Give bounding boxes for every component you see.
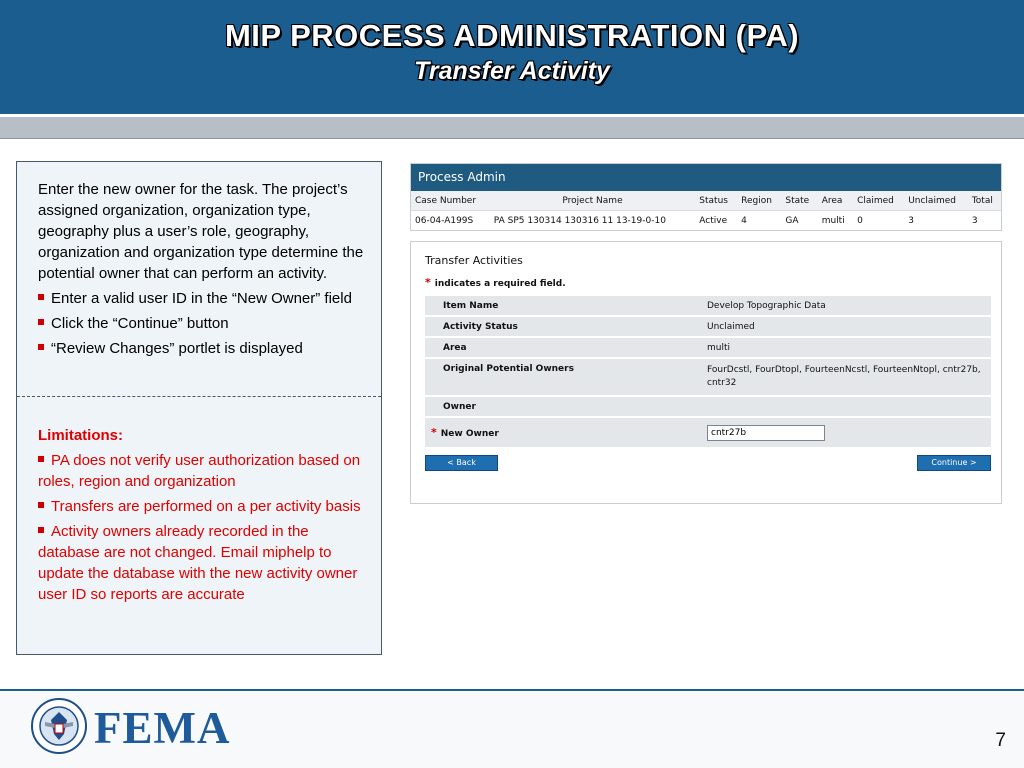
step-item: “Review Changes” portlet is displayed (38, 338, 368, 359)
cell-case-number: 06-04-A199S (411, 211, 490, 232)
cell-state: GA (781, 211, 817, 232)
form-row-new-owner (425, 418, 991, 447)
app-screenshot (410, 163, 1002, 504)
instructions-panel (16, 161, 382, 655)
transfer-form (425, 294, 991, 449)
bullet-icon (38, 294, 44, 300)
col-claimed: Claimed (853, 191, 904, 211)
owner-label: Owner (425, 397, 701, 416)
cell-total: 3 (968, 211, 1001, 232)
activity-status-value: Unclaimed (701, 317, 991, 336)
slide-subtitle: Transfer Activity (414, 57, 610, 85)
limitation-item: Transfers are performed on a per activity basis (38, 496, 373, 517)
col-project-name: Project Name (490, 191, 696, 211)
form-row-activity-status (425, 317, 991, 336)
steps-list (38, 288, 368, 359)
step-item: Enter a valid user ID in the “New Owner” field (38, 288, 368, 309)
cell-project-name: PA SP5 130314 130316 11 13-19-0-10 (490, 211, 696, 232)
process-admin-portlet (410, 163, 1002, 231)
instructions-intro: Enter the new owner for the task. The project’s assigned organization, organization type, geography plus a user’s role, geography, organization and organization type determine the potential owner that can perform an activity. (38, 181, 364, 282)
new-owner-label: New Owner (440, 429, 499, 439)
limitations-heading: Limitations: (38, 427, 123, 444)
dashed-divider (17, 396, 381, 397)
instructions-text (38, 179, 368, 359)
limitations-list (38, 450, 373, 605)
col-unclaimed: Unclaimed (904, 191, 968, 211)
new-owner-label-cell (425, 418, 701, 447)
table-row[interactable] (411, 211, 1001, 232)
required-star: * (425, 276, 431, 289)
cell-unclaimed: 3 (904, 211, 968, 232)
required-note: * indicates a required field. (425, 276, 566, 289)
continue-button[interactable]: Continue > (917, 455, 991, 471)
area-value: multi (701, 338, 991, 357)
potential-owners-label: Original Potential Owners (425, 359, 701, 395)
cell-area: multi (818, 211, 853, 232)
bullet-icon (38, 344, 44, 350)
activity-status-label: Activity Status (425, 317, 701, 336)
cell-status: Active (695, 211, 737, 232)
limitation-item: PA does not verify user authorization based on roles, region and organization (38, 452, 361, 490)
limitation-item: Activity owners already recorded in the database are not changed. Email miphelp to update the database with the new activity owner user ID so reports are accurate (38, 523, 358, 603)
dhs-seal-icon (31, 698, 87, 754)
col-area: Area (818, 191, 853, 211)
col-total: Total (968, 191, 1001, 211)
transfer-activities-portlet (410, 241, 1002, 504)
cell-claimed: 0 (853, 211, 904, 232)
col-case-number: Case Number (411, 191, 490, 211)
new-owner-input[interactable] (707, 425, 825, 441)
slide-header (0, 0, 1024, 114)
form-row-potential-owners (425, 359, 991, 395)
new-owner-cell (701, 418, 991, 447)
transfer-title: Transfer Activities (425, 254, 523, 267)
slide-title: MIP PROCESS ADMINISTRATION (PA) (224, 18, 800, 53)
item-name-label: Item Name (425, 296, 701, 315)
page-number: 7 (995, 730, 1006, 751)
step-item: Click the “Continue” button (38, 313, 368, 334)
potential-owners-value: FourDcstl, FourDtopl, FourteenNcstl, FourteenNtopl, cntr27b, cntr32 (701, 359, 991, 395)
header-band (0, 117, 1024, 139)
form-row-item-name (425, 296, 991, 315)
bullet-icon (38, 502, 44, 508)
limitations-section (38, 425, 373, 605)
form-row-area (425, 338, 991, 357)
col-status: Status (695, 191, 737, 211)
col-state: State (781, 191, 817, 211)
col-region: Region (737, 191, 781, 211)
fema-logo: FEMA (94, 703, 231, 753)
item-name-value: Develop Topographic Data (701, 296, 991, 315)
cell-region: 4 (737, 211, 781, 232)
bullet-icon (38, 456, 44, 462)
owner-value (701, 397, 991, 416)
required-star: * (431, 426, 437, 439)
area-label: Area (425, 338, 701, 357)
bullet-icon (38, 319, 44, 325)
back-button[interactable]: < Back (425, 455, 498, 471)
case-table-header (411, 191, 1001, 211)
case-table (411, 191, 1001, 231)
form-row-owner (425, 397, 991, 416)
process-admin-title: Process Admin (411, 164, 1001, 191)
bullet-icon (38, 527, 44, 533)
